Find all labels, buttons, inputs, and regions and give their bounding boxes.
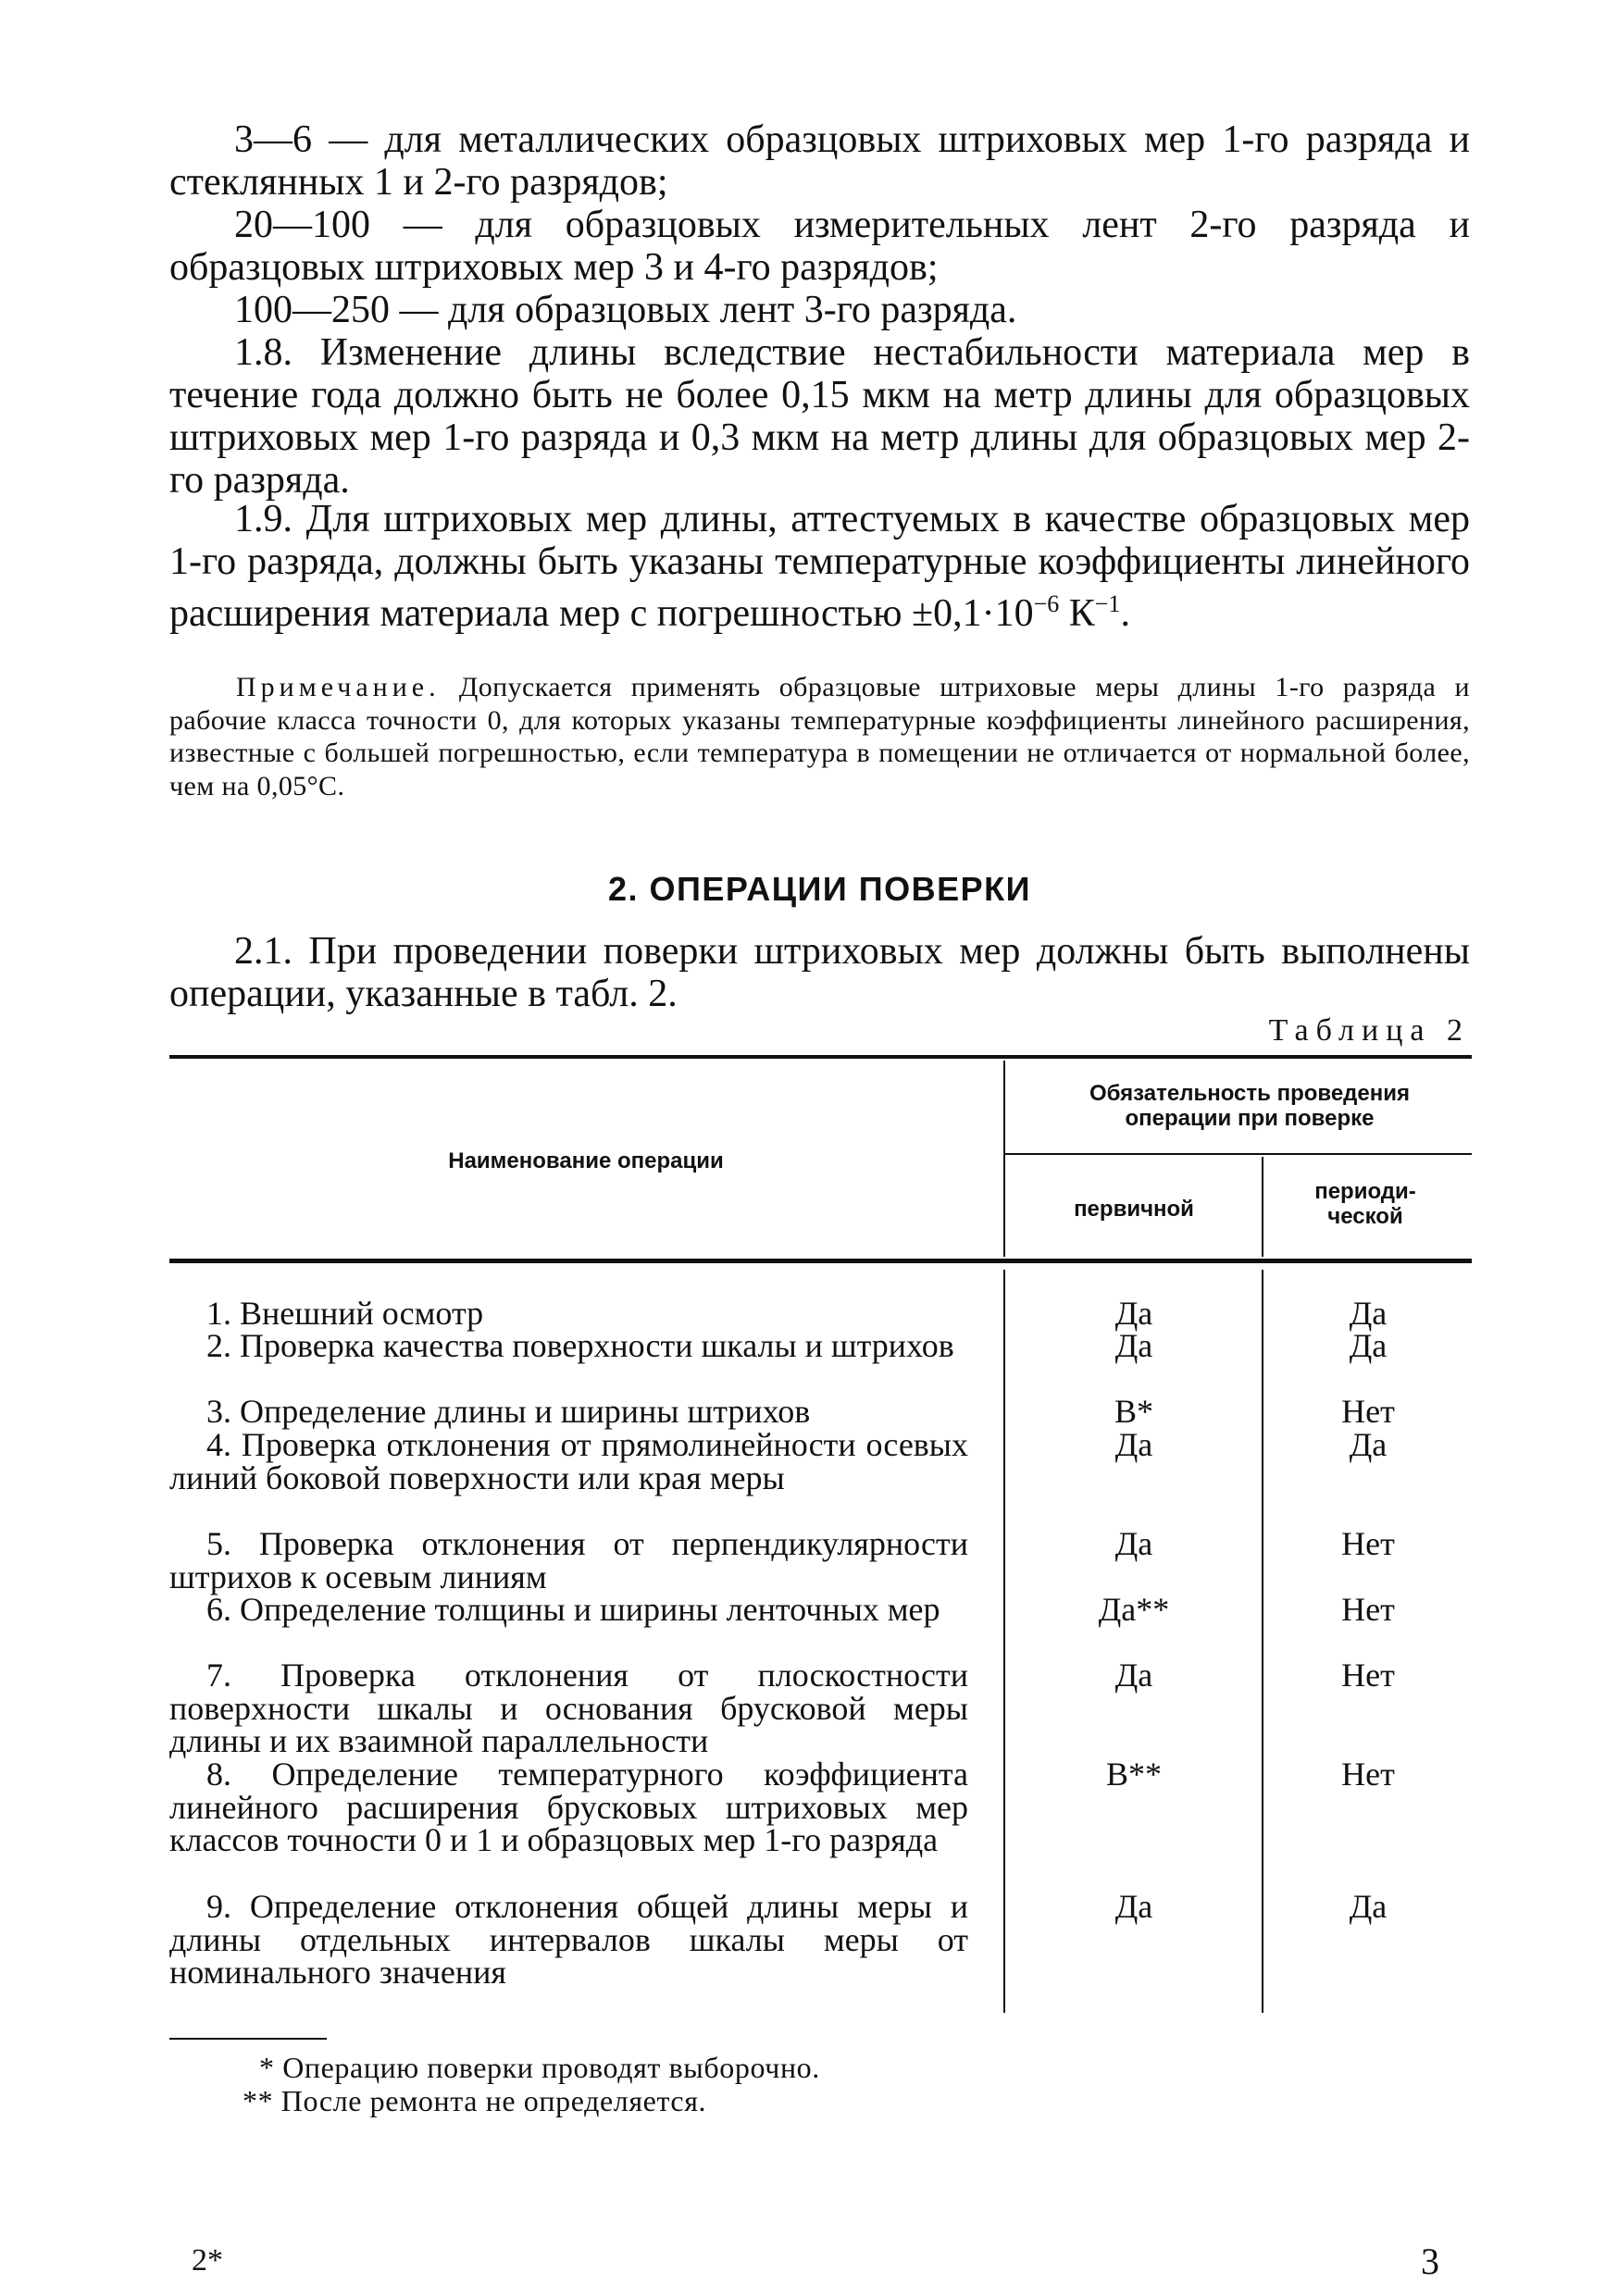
table-row-7-periodic: Нет [1341, 1657, 1395, 1694]
table-row-3-primary: В* [1114, 1393, 1153, 1430]
note-label: Примечание. [236, 672, 441, 702]
table-row-8-periodic: Нет [1341, 1756, 1395, 1793]
table-row-9-primary: Да [1114, 1888, 1153, 1925]
table-row-5-name: 5. Проверка отклонения от перпендикулярности штрихов к осевым линиям [169, 1525, 968, 1595]
table-row-4-name: 4. Проверка отклонения от прямолинейности осевых линий боковой поверхности или края меры [169, 1426, 968, 1496]
table-row-5-periodic: Нет [1341, 1525, 1395, 1562]
table-subheader-rule [1005, 1153, 1472, 1155]
table-header-divider-1 [1003, 1061, 1005, 1257]
table-row-9-name: 9. Определение отклонения общей длины меры и длины отдельных интервалов шкалы меры от номинального значения [169, 1888, 968, 1991]
table-row-6-periodic: Нет [1341, 1591, 1395, 1628]
footnote-1: * Операцию поверки проводят выборочно. [259, 2051, 820, 2084]
table-row-2-periodic: Да [1349, 1327, 1388, 1364]
paragraph-measures-20-100: 20—100 — для образцовых измерительных лент 2-го разряда и образцовых штриховых мер 3 и 4-го разрядов; [169, 204, 1470, 289]
table-row-7-name: 7. Проверка отклонения от плоскостности поверхности шкалы и основания брусковой меры длины и их взаимной параллельности [169, 1657, 968, 1759]
table-row-2-name: 2. Проверка качества поверхности шкалы и штрихов [206, 1327, 954, 1364]
table-row-1-periodic: Да [1349, 1295, 1388, 1332]
table-row-4-periodic: Да [1349, 1426, 1388, 1463]
header-periodic: периоди-ческой [1314, 1179, 1416, 1229]
footnote-2: ** После ремонта не определяется. [243, 2084, 707, 2117]
note-text: Допускается применять образцовые штриховые меры длины 1-го разряда и рабочие класса точности 0, для которых указаны температурные коэффициенты линейного расширения, известные с большей погрешностью, если температура в помещении не отличается от нормальной более, чем на 0,05°С. [169, 672, 1470, 801]
table-header-bottom-rule [169, 1259, 1472, 1263]
paragraph-1-9: 1.9. Для штриховых мер длины, аттестуемых в качестве образцовых мер 1-го разряда, должны быть указаны температурные коэффициенты линейного расширения материала мер с погрешностью $\pm 0,1\cdot 10^{-6}$ $К^{-1}$. [169, 498, 1470, 635]
table-row-3-name: 3. Определение длины и ширины штрихов [206, 1393, 811, 1430]
table-top-rule [169, 1055, 1472, 1059]
table-row-3-periodic: Нет [1341, 1393, 1395, 1430]
table-row-6-primary: Да** [1098, 1591, 1170, 1628]
table-row-2-primary: Да [1114, 1327, 1153, 1364]
table-row-1-primary: Да [1114, 1295, 1153, 1332]
paragraph-measures-3-6: 3—6 — для металлических образцовых штриховых мер 1-го разряда и стеклянных 1 и 2-го разрядов; [169, 118, 1470, 204]
header-operation-name: Наименование операции [448, 1148, 724, 1173]
paragraph-measures-100-250: 100—250 — для образцовых лент 3-го разряда. [234, 289, 1017, 331]
page-number: 3 [1421, 2240, 1439, 2282]
header-obligation-group: Обязательность проведения операции при поверке [1089, 1081, 1411, 1131]
table-row-8-primary: В** [1105, 1756, 1162, 1793]
section-title: 2. ОПЕРАЦИИ ПОВЕРКИ [607, 870, 1032, 908]
table-row-9-periodic: Да [1349, 1888, 1388, 1925]
header-primary: первичной [1074, 1197, 1194, 1222]
printer-signature: 2* [192, 2243, 223, 2277]
paragraph-1-8: 1.8. Изменение длины вследствие нестабильности материала мер в течение года должно быть не более 0,15 мкм на метр длины для образцовых штриховых мер 1-го разряда и 0,3 мкм на метр длины для образцовых мер 2-го разряда. [169, 331, 1470, 502]
note-paragraph [169, 671, 1470, 802]
table-row-8-name: 8. Определение температурного коэффициента линейного расширения брусковых штриховых мер классов точности 0 и 1 и образцовых мер 1-го разряда [169, 1756, 968, 1858]
table-label: Таблица 2 [1268, 1013, 1470, 1048]
table-row-5-primary: Да [1114, 1525, 1153, 1562]
table-row-7-primary: Да [1114, 1657, 1153, 1694]
footnote-rule [169, 2038, 327, 2040]
section-intro: 2.1. При проведении поверки штриховых мер должны быть выполнены операции, указанные в табл. 2. [169, 930, 1470, 1015]
table-row-4-primary: Да [1114, 1426, 1153, 1463]
table-row-1-name: 1. Внешний осмотр [206, 1295, 484, 1332]
table-row-6-name: 6. Определение толщины и ширины ленточных мер [206, 1591, 940, 1628]
